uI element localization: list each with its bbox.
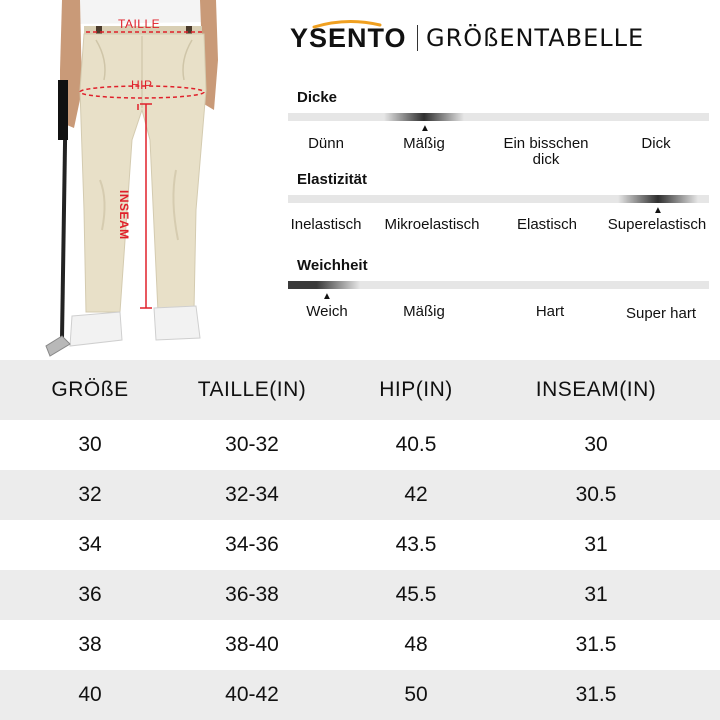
scale-option: Mikroelastisch bbox=[384, 216, 480, 233]
scale-track bbox=[288, 195, 709, 203]
waist-cell: 32-34 bbox=[225, 483, 279, 506]
inseam-cell: 31.5 bbox=[575, 633, 617, 656]
table-header-row bbox=[0, 360, 720, 420]
waist-cell: 38-40 bbox=[225, 633, 279, 656]
scale-option: Mäßig bbox=[403, 303, 445, 320]
hip-measure-label: HIP bbox=[131, 78, 153, 92]
column-header-size: GRÖßE bbox=[51, 378, 129, 401]
inseam-cell: 31 bbox=[584, 583, 608, 606]
inseam-cell: 30.5 bbox=[575, 483, 617, 506]
column-header-waist: TAILLE(IN) bbox=[197, 378, 307, 401]
size-cell: 36 bbox=[78, 583, 102, 606]
hip-cell: 50 bbox=[404, 683, 428, 706]
product-figure bbox=[0, 0, 270, 360]
table-row bbox=[0, 470, 720, 520]
size-table bbox=[0, 360, 720, 720]
page-title: GRÖßENTABELLE bbox=[426, 24, 645, 52]
scale-option: Ein bisschen dick bbox=[503, 135, 589, 168]
hip-cell: 42 bbox=[404, 483, 428, 506]
waist-cell: 36-38 bbox=[225, 583, 279, 606]
size-cell: 32 bbox=[78, 483, 102, 506]
table-row bbox=[0, 420, 720, 470]
hip-cell: 43.5 bbox=[395, 533, 437, 556]
brand-header bbox=[290, 18, 644, 58]
table-row bbox=[0, 620, 720, 670]
scale-option: Dick bbox=[641, 135, 671, 152]
column-header-hip: HIP(IN) bbox=[379, 378, 453, 401]
waist-measure-label: TAILLE bbox=[118, 17, 161, 31]
brand-logo-text: YSENTO bbox=[290, 22, 407, 53]
scale-option: Hart bbox=[535, 303, 565, 320]
waist-cell: 40-42 bbox=[225, 683, 279, 706]
size-cell: 38 bbox=[78, 633, 102, 656]
table-row bbox=[0, 570, 720, 620]
table-row bbox=[0, 520, 720, 570]
inseam-cell: 31.5 bbox=[575, 683, 617, 706]
size-cell: 40 bbox=[78, 683, 102, 706]
scale-option: Elastisch bbox=[516, 216, 578, 233]
scale-option: Dünn bbox=[308, 135, 344, 152]
scale-selected-fill bbox=[384, 113, 464, 121]
brand-logo bbox=[290, 23, 407, 54]
scale-option: Superelastisch bbox=[607, 216, 707, 233]
scale-selected-fill bbox=[288, 281, 360, 289]
selected-marker-icon: ▲ bbox=[420, 123, 430, 134]
scale-option: Mäßig bbox=[403, 135, 445, 152]
inseam-measure-label: INSEAM bbox=[117, 190, 131, 240]
hip-cell: 48 bbox=[404, 633, 428, 656]
scale-option: Super hart bbox=[625, 305, 697, 322]
size-cell: 34 bbox=[78, 533, 102, 556]
scale-title: Dicke bbox=[297, 89, 338, 106]
brand-divider bbox=[417, 25, 419, 51]
scale-title: Weichheit bbox=[297, 257, 368, 274]
logo-swoosh-icon bbox=[312, 19, 382, 29]
table-row bbox=[0, 670, 720, 720]
hip-cell: 40.5 bbox=[395, 433, 437, 456]
scale-option: Weich bbox=[306, 303, 348, 320]
inseam-cell: 31 bbox=[584, 533, 608, 556]
column-header-inseam: INSEAM(IN) bbox=[535, 378, 657, 401]
size-cell: 30 bbox=[78, 433, 102, 456]
selected-marker-icon: ▲ bbox=[322, 291, 332, 302]
hip-cell: 45.5 bbox=[395, 583, 437, 606]
model-pants-illustration bbox=[0, 0, 270, 360]
scale-track bbox=[288, 281, 709, 289]
scale-title: Elastizität bbox=[297, 171, 368, 188]
inseam-cell: 30 bbox=[584, 433, 608, 456]
waist-cell: 34-36 bbox=[225, 533, 279, 556]
scale-track bbox=[288, 113, 709, 121]
waist-cell: 30-32 bbox=[225, 433, 279, 456]
scale-selected-fill bbox=[618, 195, 698, 203]
scale-option: Inelastisch bbox=[290, 216, 362, 233]
selected-marker-icon: ▲ bbox=[653, 205, 663, 216]
